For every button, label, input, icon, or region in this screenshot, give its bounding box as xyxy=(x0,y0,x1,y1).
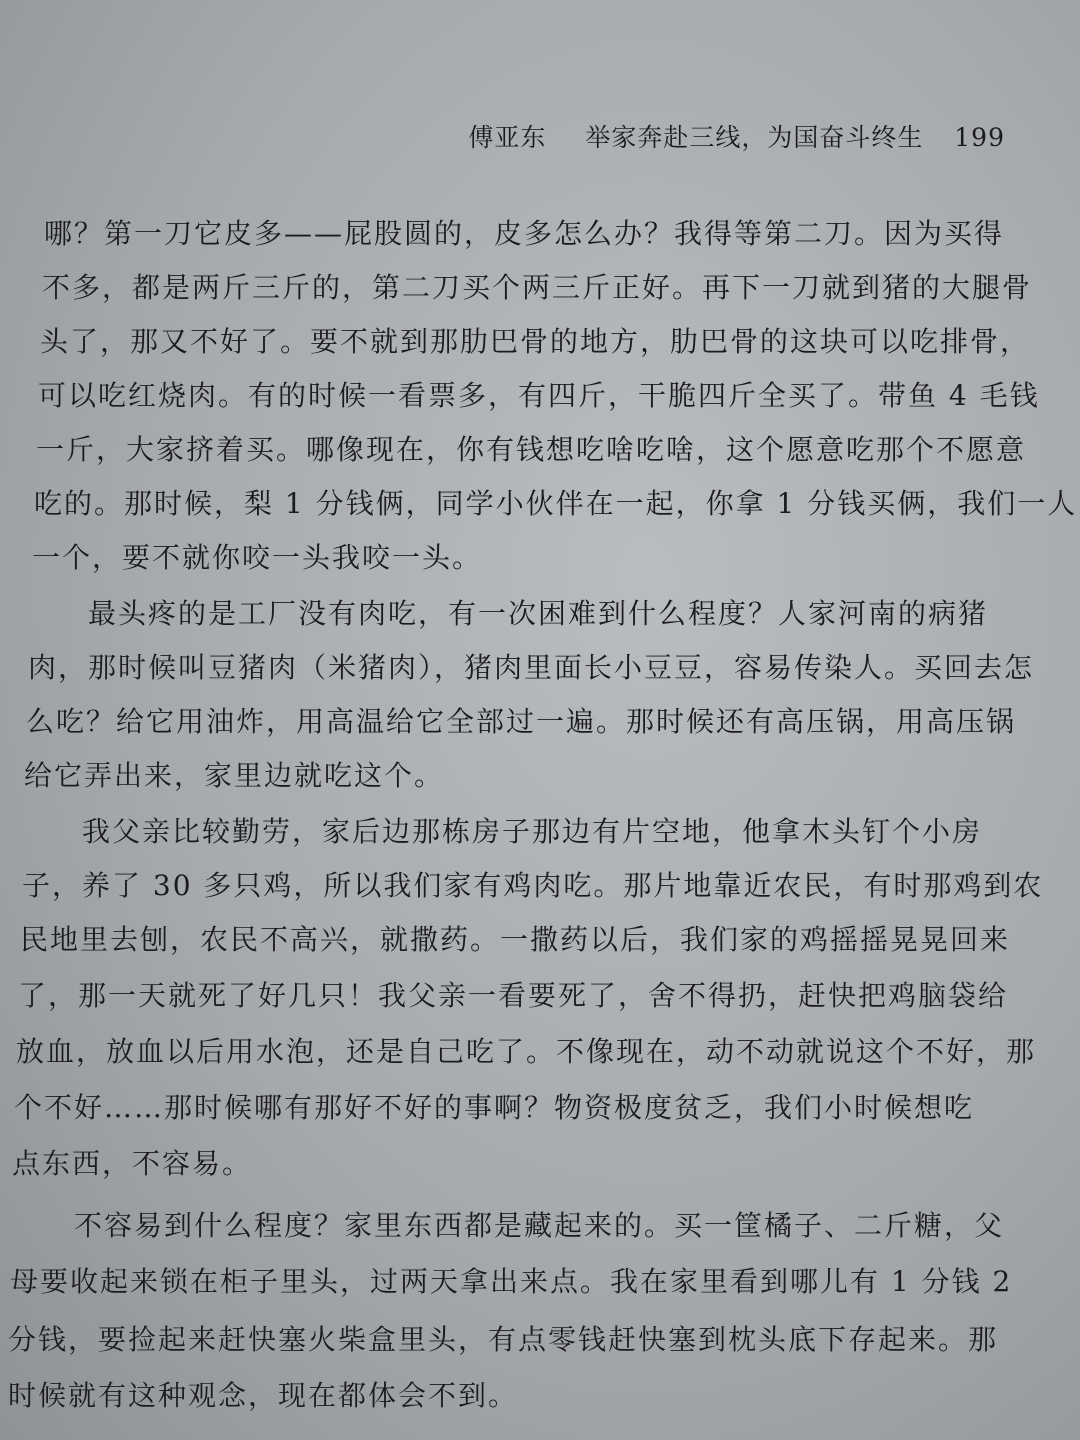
text-line: 一个，要不就你咬一头我咬一头。 xyxy=(32,541,483,574)
text-line: 放血，放血以后用水泡，还是自己吃了。不像现在，动不动就说这个不好，那 xyxy=(16,1035,1037,1068)
text-line: 个不好……那时候哪有那好不好的事啊？物资极度贫乏，我们小时候想吃 xyxy=(14,1091,975,1124)
running-header xyxy=(0,118,1005,154)
text-line: 吃的。那时候，梨 1 分钱俩，同学小伙伴在一起，你拿 1 分钱买俩，我们一人 xyxy=(34,487,1078,520)
paragraph-first-line: 我父亲比较勤劳，家后边那栋房子那边有片空地，他拿木头钉个小房 xyxy=(82,815,983,848)
text-line: 子，养了 30 多只鸡，所以我们家有鸡肉吃。那片地靠近农民，有时那鸡到农 xyxy=(22,869,1044,902)
header-title: 举家奔赴三线，为国奋斗终生 xyxy=(585,123,924,152)
text-line: 点东西，不容易。 xyxy=(12,1147,253,1180)
text-line: 么吃？给它用油炸，用高温给它全部过一遍。那时候还有高压锅，用高压锅 xyxy=(26,705,1017,738)
page-number: 199 xyxy=(954,123,1005,152)
text-line: 分钱，要捡起来赶快塞火柴盒里头，有点零钱赶快塞到枕头底下存起来。那 xyxy=(8,1323,999,1356)
text-line: 一斤，大家挤着买。哪像现在，你有钱想吃啥吃啥，这个愿意吃那个不愿意 xyxy=(36,433,1027,466)
text-line: 可以吃红烧肉。有的时候一看票多，有四斤，干脆四斤全买了。带鱼 4 毛钱 xyxy=(38,379,1040,412)
paragraph-first-line: 最头疼的是工厂没有肉吃，有一次困难到什么程度？人家河南的病猪 xyxy=(88,597,989,630)
text-line: 肉，那时候叫豆猪肉（米猪肉），猪肉里面长小豆豆，容易传染人。买回去怎 xyxy=(28,651,1035,684)
text-line: 哪？第一刀它皮多——屁股圆的，皮多怎么办？我得等第二刀。因为买得 xyxy=(44,217,1005,250)
text-line: 给它弄出来，家里边就吃这个。 xyxy=(24,759,445,792)
header-author: 傅亚东 xyxy=(468,123,547,152)
paragraph-first-line: 不容易到什么程度？家里东西都是藏起来的。买一筐橘子、二斤糖，父 xyxy=(74,1209,1005,1242)
text-line: 时候就有这种观念，现在都体会不到。 xyxy=(8,1379,519,1412)
text-line: 头了，那又不好了。要不就到那肋巴骨的地方，肋巴骨的这块可以吃排骨， xyxy=(40,325,1031,358)
text-line: 了，那一天就死了好几只！我父亲一看要死了，舍不得扔，赶快把鸡脑袋给 xyxy=(18,979,1009,1012)
text-line: 不多，都是两斤三斤的，第二刀买个两三斤正好。再下一刀就到猪的大腿骨 xyxy=(42,271,1033,304)
text-line: 母要收起来锁在柜子里头，过两天拿出来点。我在家里看到哪儿有 1 分钱 2 xyxy=(10,1265,1013,1298)
text-line: 民地里去刨，农民不高兴，就撒药。一撒药以后，我们家的鸡摇摇晃晃回来 xyxy=(20,923,1011,956)
